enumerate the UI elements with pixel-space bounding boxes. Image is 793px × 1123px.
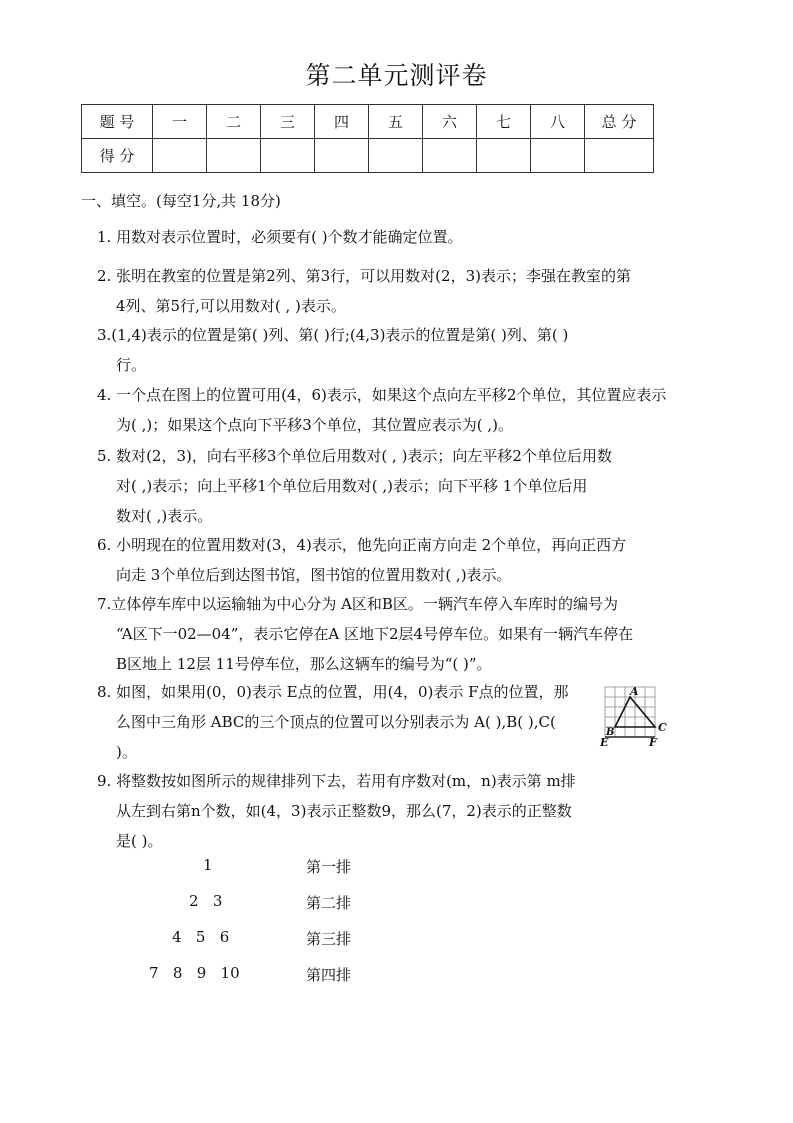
header-cell: 七 xyxy=(477,105,531,139)
header-cell: 三 xyxy=(261,105,315,139)
score-cell[interactable] xyxy=(423,139,477,173)
header-cell: 二 xyxy=(207,105,261,139)
question-line: 9. 将整数按如图所示的规律排列下去，若用有序数对(m，n)表示第 m排 xyxy=(97,772,576,790)
header-cell: 四 xyxy=(315,105,369,139)
score-table xyxy=(81,104,654,173)
score-cell[interactable] xyxy=(369,139,423,173)
triangle-row-4-label: 第四排 xyxy=(306,966,352,984)
triangle-row-2-label: 第二排 xyxy=(306,894,352,912)
header-cell: 题 号 xyxy=(82,105,153,139)
question-line: 行。 xyxy=(116,356,147,374)
question-1 xyxy=(97,222,677,252)
score-cell[interactable] xyxy=(315,139,369,173)
question-5 xyxy=(97,441,677,531)
score-cell[interactable] xyxy=(531,139,585,173)
question-line: 为( ,)；如果这个点向下平移3个单位，其位置应表示为( ,)。 xyxy=(116,416,514,434)
question-6 xyxy=(97,530,677,590)
question-line: “A区下一02—04”，表示它停在A 区地下2层4号停车位。如果有一辆汽车停在 xyxy=(116,625,634,643)
triangle-row-2-numbers: 2 3 xyxy=(189,892,223,910)
question-line: 对( ,)表示；向上平移1个单位后用数对( ,)表示；向下平移 1个单位后用 xyxy=(116,477,588,495)
question-line: 8. 如图，如果用(0，0)表示 E点的位置，用(4，0)表示 F点的位置，那 xyxy=(97,683,569,701)
page-title: 第二单元测评卷 xyxy=(305,61,488,90)
score-cell[interactable] xyxy=(153,139,207,173)
label-f: F xyxy=(649,736,657,747)
triangle-grid-figure xyxy=(599,683,671,747)
question-4 xyxy=(97,380,677,440)
score-cell[interactable] xyxy=(585,139,654,173)
question-line: 是( )。 xyxy=(116,832,163,850)
triangle-row-1-label: 第一排 xyxy=(306,858,352,876)
question-line: )。 xyxy=(116,743,137,761)
question-line: B区地上 12层 11号停车位，那么这辆车的编号为“( )”。 xyxy=(116,655,492,673)
triangle-row-3-label: 第三排 xyxy=(306,930,352,948)
header-cell: 五 xyxy=(369,105,423,139)
label-e: E xyxy=(600,736,609,747)
question-3 xyxy=(97,320,677,380)
question-line: 向走 3个单位后到达图书馆，图书馆的位置用数对( ,)表示。 xyxy=(116,566,512,584)
question-line: 4. 一个点在图上的位置可用(4，6)表示，如果这个点向左平移2个单位，其位置应表示 xyxy=(97,386,667,404)
label-b: B xyxy=(606,727,615,738)
score-table-header-row xyxy=(82,105,654,139)
triangle-row-4-numbers: 7 8 9 10 xyxy=(149,964,240,982)
question-line: 数对( ,)表示。 xyxy=(116,507,213,525)
triangle-row-1-numbers: 1 xyxy=(203,856,213,874)
header-cell: 一 xyxy=(153,105,207,139)
label-a: A xyxy=(630,685,639,698)
question-7 xyxy=(97,589,677,679)
question-8 xyxy=(97,677,677,767)
question-line: 7.立体停车库中以运输轴为中心分为 A区和B区。一辆汽车停入车库时的编号为 xyxy=(97,595,618,613)
triangle-row-3-numbers: 4 5 6 xyxy=(172,928,230,946)
score-cell[interactable] xyxy=(207,139,261,173)
question-line: 2. 张明在教室的位置是第2列、第3行，可以用数对(2，3)表示；李强在教室的第 xyxy=(97,267,631,285)
question-line: 3.(1,4)表示的位置是第( )列、第( )行;(4,3)表示的位置是第( )列、第( ) xyxy=(97,326,569,344)
question-line: 么图中三角形 ABC的三个顶点的位置可以分别表示为 A( ),B( ),C( xyxy=(116,713,556,731)
section-heading: 一、填空。(每空1分,共 18分) xyxy=(81,192,281,210)
question-9 xyxy=(97,766,677,856)
label-c: C xyxy=(658,721,667,734)
question-line: 4列、第5行,可以用数对( , )表示。 xyxy=(116,297,346,315)
header-cell: 总 分 xyxy=(585,105,654,139)
question-line: 6. 小明现在的位置用数对(3，4)表示，他先向正南方向走 2个单位，再向正西方 xyxy=(97,536,627,554)
score-cell[interactable] xyxy=(261,139,315,173)
question-2 xyxy=(97,261,677,321)
score-cell[interactable] xyxy=(477,139,531,173)
header-cell: 六 xyxy=(423,105,477,139)
question-line: 从左到右第n个数，如(4，3)表示正整数9，那么(7，2)表示的正整数 xyxy=(116,802,572,820)
question-line: 5. 数对(2，3)，向右平移3个单位后用数对( , )表示；向左平移2个单位后用数 xyxy=(97,447,612,465)
header-cell: 八 xyxy=(531,105,585,139)
score-table-score-row xyxy=(82,139,654,173)
question-line: 1. 用数对表示位置时，必须要有( )个数才能确定位置。 xyxy=(97,228,463,246)
row-label-cell: 得 分 xyxy=(82,139,153,173)
